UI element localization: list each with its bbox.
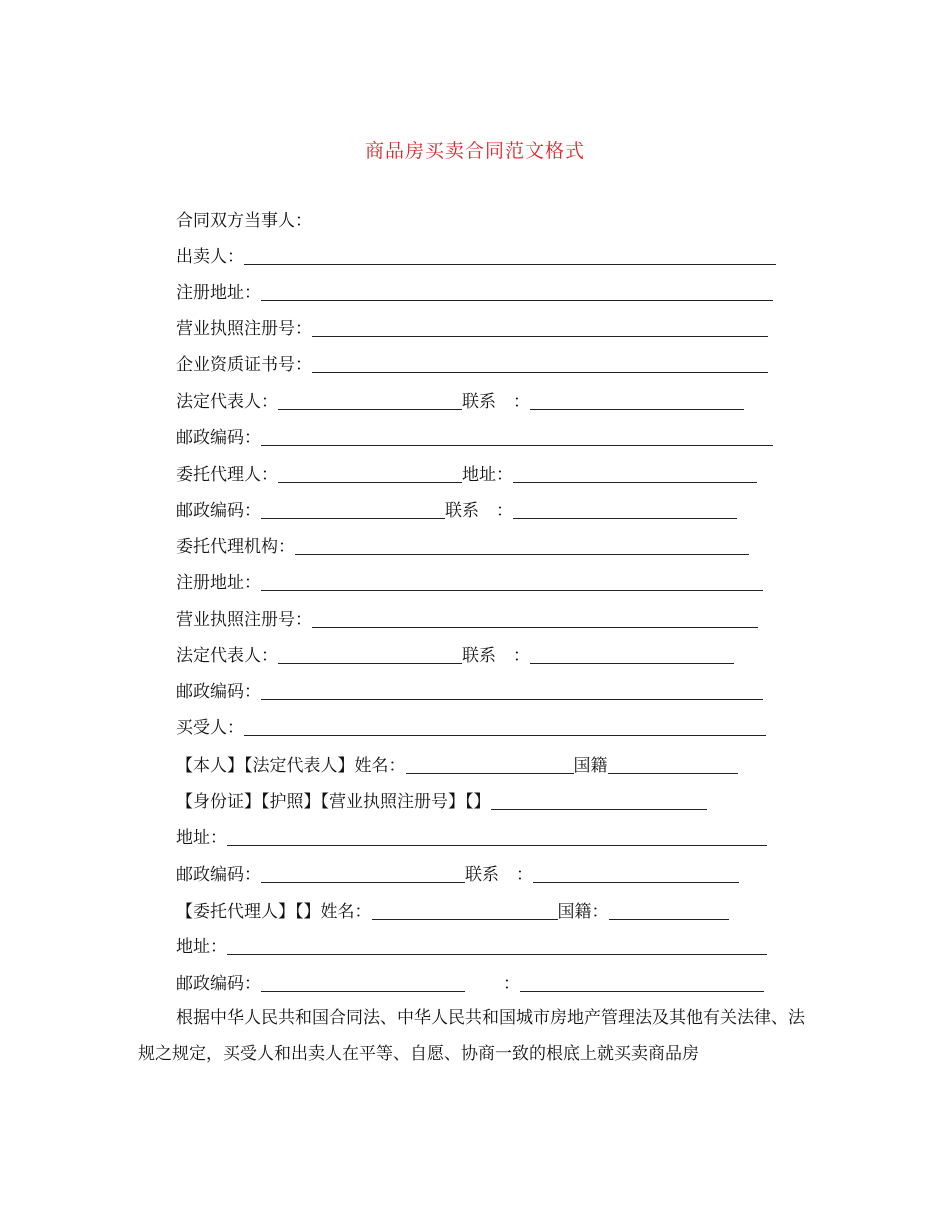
contact-blank-4[interactable] — [533, 864, 739, 883]
postcode-line-2 — [176, 496, 737, 522]
agent-line — [176, 460, 757, 486]
id-blank[interactable] — [491, 791, 707, 810]
legal-rep-blank-2[interactable] — [278, 645, 462, 664]
body-paragraph: 根据中华人民共和国合同法、中华人民共和国城市房地产管理法及其他有关法律、法规之规定，买受人和出卖人在平等、自愿、协商一致的根底上就买卖商品房 — [138, 1008, 805, 1064]
buyer-name-blank[interactable] — [406, 755, 574, 774]
legal-rep-label-2: 法定代表人： — [176, 646, 278, 666]
seller-blank[interactable] — [244, 246, 776, 265]
nationality-label-2: 国籍： — [557, 902, 609, 922]
agent-name-blank[interactable] — [372, 901, 558, 920]
biz-license-line-1 — [176, 314, 768, 340]
id-label: 【身份证】【护照】【营业执照注册号】【】 — [176, 792, 491, 812]
addr-line-1 — [176, 823, 767, 849]
agent-org-line — [176, 532, 749, 558]
reg-addr-line-2 — [176, 568, 763, 594]
contact-label-2: 联系 ： — [445, 501, 513, 521]
postcode-label-4: 邮政编码： — [176, 865, 261, 885]
postcode-line-3 — [176, 677, 763, 703]
agent-label: 委托代理人： — [176, 465, 278, 485]
postcode-line-4 — [176, 860, 739, 886]
contact-blank-3[interactable] — [530, 645, 734, 664]
qual-cert-line — [176, 350, 768, 376]
postcode-blank-3[interactable] — [261, 681, 763, 700]
reg-addr-blank-2[interactable] — [261, 572, 763, 591]
agent-name-line — [176, 897, 729, 923]
contact-blank-5[interactable] — [520, 973, 764, 992]
addr-line-2 — [176, 932, 767, 958]
contact-label-4: 联系 ： — [465, 865, 533, 885]
postcode-label-2: 邮政编码： — [176, 501, 261, 521]
agent-org-blank[interactable] — [295, 536, 749, 555]
contact-blank-2[interactable] — [513, 500, 737, 519]
legal-rep-label-1: 法定代表人： — [176, 392, 278, 412]
contact-label-1: 联系 ： — [462, 392, 530, 412]
seller-line — [176, 242, 776, 268]
agent-name-label: 【委托代理人】【】姓名： — [176, 902, 372, 922]
legal-rep-blank-1[interactable] — [278, 391, 462, 410]
biz-license-label-2: 营业执照注册号： — [176, 610, 312, 630]
buyer-name-label: 【本人】【法定代表人】姓名： — [176, 756, 406, 776]
agent-addr-label: 地址： — [462, 465, 513, 485]
colon-label: ： — [503, 974, 520, 994]
reg-addr-label-1: 注册地址： — [176, 283, 261, 303]
postcode-label-5: 邮政编码： — [176, 974, 261, 994]
postcode-line-1 — [176, 423, 773, 449]
document-title: 商品房买卖合同范文格式 — [364, 140, 585, 162]
seller-label: 出卖人： — [176, 247, 244, 267]
buyer-line — [176, 713, 766, 739]
agent-blank[interactable] — [278, 464, 462, 483]
buyer-blank[interactable] — [244, 717, 766, 736]
contact-label-3: 联系 ： — [462, 646, 530, 666]
legal-rep-line-2 — [176, 641, 734, 667]
postcode-blank-5[interactable] — [261, 973, 465, 992]
addr-blank-1[interactable] — [227, 827, 767, 846]
nationality-blank-1[interactable] — [608, 755, 738, 774]
nationality-label-1: 国籍 — [573, 756, 608, 776]
biz-license-blank-1[interactable] — [312, 318, 768, 337]
qual-cert-blank[interactable] — [312, 354, 768, 373]
id-line — [176, 787, 707, 813]
postcode-blank-1[interactable] — [261, 427, 773, 446]
addr-label-2: 地址： — [176, 937, 227, 957]
legal-rep-line-1 — [176, 387, 744, 413]
agent-addr-blank[interactable] — [513, 464, 757, 483]
contact-blank-1[interactable] — [530, 391, 744, 410]
postcode-line-5 — [176, 969, 764, 995]
postcode-label-1: 邮政编码： — [176, 428, 261, 448]
reg-addr-line-1 — [176, 278, 773, 304]
addr-label-1: 地址： — [176, 828, 227, 848]
biz-license-line-2 — [176, 605, 758, 631]
reg-addr-label-2: 注册地址： — [176, 573, 261, 593]
postcode-blank-2[interactable] — [261, 500, 445, 519]
biz-license-label-1: 营业执照注册号： — [176, 319, 312, 339]
intro-line — [176, 206, 312, 232]
postcode-blank-4[interactable] — [261, 864, 465, 883]
nationality-blank-2[interactable] — [609, 901, 729, 920]
qual-cert-label: 企业资质证书号： — [176, 355, 312, 375]
addr-blank-2[interactable] — [227, 936, 767, 955]
intro-text: 合同双方当事人： — [176, 211, 312, 231]
reg-addr-blank-1[interactable] — [261, 282, 773, 301]
buyer-name-line — [176, 751, 738, 777]
agent-org-label: 委托代理机构： — [176, 537, 295, 557]
biz-license-blank-2[interactable] — [312, 609, 758, 628]
buyer-label: 买受人： — [176, 718, 244, 738]
postcode-label-3: 邮政编码： — [176, 682, 261, 702]
